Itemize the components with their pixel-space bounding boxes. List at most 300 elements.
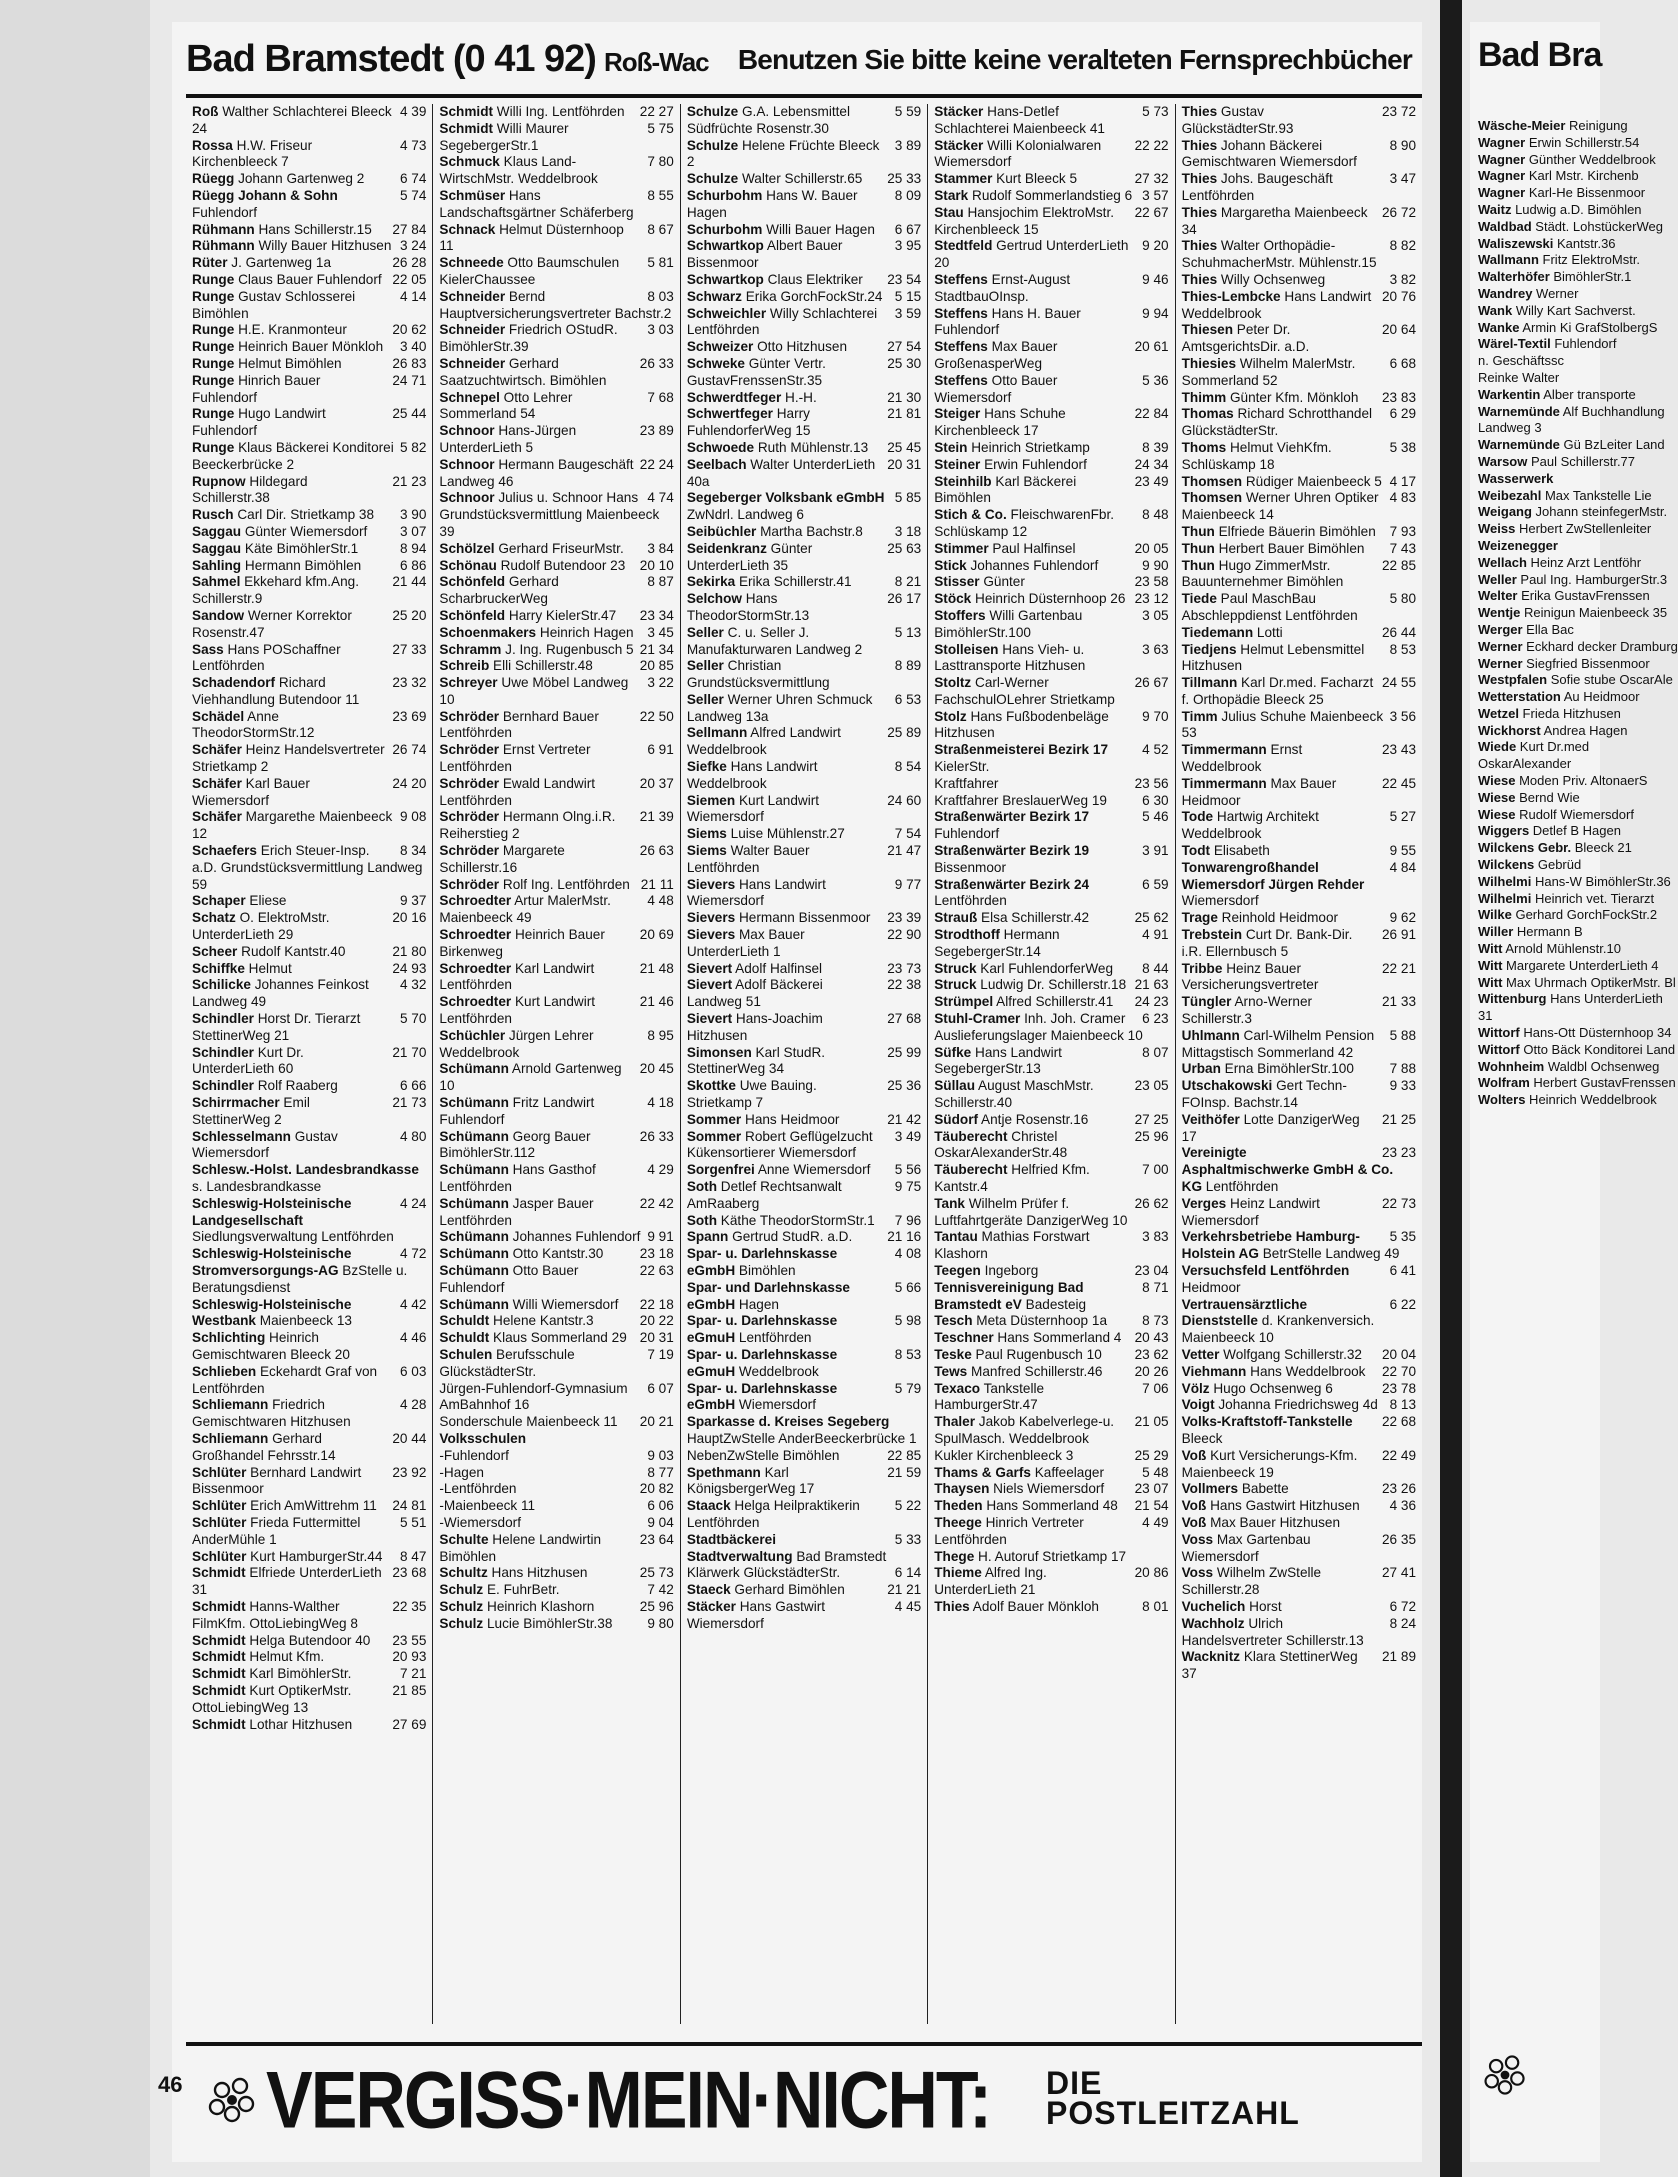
directory-entry <box>439 289 673 323</box>
phone-number: 6 72 <box>1389 1598 1417 1614</box>
directory-entry <box>1182 406 1416 440</box>
entry-detail: Hugo Landwirt Fuhlendorf <box>192 406 326 439</box>
entry-detail: Frieda Futtermittel AnderMühle 1 <box>192 1514 361 1547</box>
entry-name: Schurbohm <box>686 221 763 237</box>
entry-detail: Lentföhrden <box>1202 1179 1279 1194</box>
phone-number: 9 08 <box>399 809 427 825</box>
entry-name: Spar- und Darlehnskasse eGmbH <box>686 1279 850 1312</box>
entry-detail: Wilhelm Prüfer f. Luftfahrtgeräte DanzigerWeg 10 <box>934 1195 1128 1228</box>
entry-detail: Hagen <box>735 1296 779 1312</box>
directory-entry <box>934 339 1168 373</box>
entry-detail: Otto Lehrer Sommerland 54 <box>439 389 573 422</box>
phone-number: 21 85 <box>392 1682 427 1698</box>
directory-entry <box>687 171 921 188</box>
banner-line2: POSTLEITZAHL <box>1046 2095 1300 2131</box>
directory-entry <box>192 1045 426 1079</box>
entry-detail: Herbert ZwStellenleiter <box>1515 521 1652 537</box>
phone-number: 26 33 <box>639 1128 674 1144</box>
entry-detail: Heidmoor <box>1181 1279 1241 1295</box>
phone-number: 22 45 <box>1382 775 1417 791</box>
phone-number: 21 16 <box>887 1229 922 1245</box>
directory-entry <box>192 709 426 743</box>
directory-entry <box>439 121 673 155</box>
entry-name: Vetter <box>1181 1346 1220 1362</box>
entry-name: Schnoor <box>439 456 495 472</box>
entry-detail: Gustav Schlosserei Bimöhlen <box>192 288 356 321</box>
directory-entry <box>1478 252 1678 269</box>
entry-detail: Karl BimöhlerStr. <box>245 1666 352 1682</box>
entry-detail: Helga Heilpraktikerin Lentföhrden <box>686 1498 860 1530</box>
entry-detail: Hans-Detlef Schlachterei Maienbeeck 41 <box>934 104 1105 136</box>
directory-entry <box>687 574 921 591</box>
entry-detail: Uwe Bauing. Strietkamp 7 <box>686 1078 817 1111</box>
directory-entry <box>192 104 426 138</box>
phone-number: 5 59 <box>894 104 922 119</box>
entry-detail: Willy Ochsenweg <box>1217 271 1326 287</box>
directory-entry <box>1182 238 1416 272</box>
entry-name: Wetterstation <box>1478 689 1561 705</box>
entry-detail: Arno-Werner Schillerstr.3 <box>1181 994 1313 1027</box>
phone-number: 8 71 <box>1142 1279 1169 1295</box>
entry-name: Wiggers <box>1478 823 1530 839</box>
directory-entry <box>192 1666 426 1683</box>
directory-entry <box>192 642 426 676</box>
entry-name: Wagner <box>1478 151 1526 167</box>
entry-name: Wäsche-Meier <box>1478 118 1566 133</box>
entry-detail: Willi Maurer SegebergerStr.1 <box>439 120 569 153</box>
entry-detail: Hans Schuhe Kirchenbleeck 17 <box>934 406 1066 439</box>
entry-name: Thege <box>934 1548 975 1564</box>
entry-name: Stisser <box>934 574 980 590</box>
phone-number: 7 88 <box>1389 1061 1417 1077</box>
entry-name: Rupnow <box>192 473 246 489</box>
entry-name: Thomsen <box>1181 473 1243 489</box>
entry-detail: Karl Mstr. Kirchenb <box>1525 168 1639 184</box>
entry-detail: Reinigung <box>1565 118 1628 133</box>
entry-detail: Heinz Arzt Lentföhr <box>1526 554 1642 570</box>
entry-detail: Richard Viehhandlung Butendoor 11 <box>192 675 360 707</box>
phone-number: 4 18 <box>647 1095 674 1111</box>
entry-name: Stick <box>934 557 967 573</box>
entry-name: Werger <box>1478 621 1523 637</box>
phone-number: 23 68 <box>392 1565 427 1581</box>
entry-detail: Heinrich Düsternhoop 26 <box>971 591 1126 607</box>
phone-number: 9 90 <box>1142 557 1169 573</box>
directory-entry <box>934 1599 1168 1616</box>
directory-entry <box>1182 1229 1416 1263</box>
entry-detail: ZwNdrl. Landweg 6 <box>686 507 804 523</box>
directory-entry <box>1182 591 1416 625</box>
directory-entry <box>1478 656 1678 673</box>
phone-number: 23 64 <box>639 1531 674 1547</box>
entry-name: Straßenwärter Bezirk 17 <box>934 809 1090 825</box>
entry-detail: Erika GorchFockStr.24 <box>741 288 883 304</box>
entry-detail: Fritz ElektroMstr. <box>1538 252 1641 268</box>
phone-number: 4 42 <box>399 1296 427 1312</box>
directory-entry <box>1478 874 1678 891</box>
phone-number: 6 66 <box>399 1078 427 1094</box>
entry-detail: Horst <box>1245 1598 1282 1614</box>
directory-entry <box>1478 706 1678 723</box>
directory-entry <box>1182 1297 1416 1347</box>
entry-name: Siemen <box>686 792 736 808</box>
entry-name: Schultz <box>439 1565 488 1581</box>
advertisement-banner <box>186 2042 1422 2146</box>
directory-entry <box>1182 1112 1416 1146</box>
directory-entry <box>439 776 673 810</box>
directory-entry <box>1478 1075 1678 1092</box>
phone-number: 3 63 <box>1142 641 1169 657</box>
entry-detail: Willi Wiemersdorf <box>508 1296 619 1312</box>
entry-name: Steffens <box>934 271 988 287</box>
phone-number: 23 18 <box>639 1246 674 1262</box>
entry-detail: Hanns-Walther FilmKfm. OttoLiebingWeg 8 <box>192 1598 358 1631</box>
entry-detail: Kaffeelager <box>1030 1464 1104 1480</box>
directory-entry <box>1182 1364 1416 1381</box>
directory-entry <box>1182 742 1416 776</box>
entry-name: Sievers <box>686 910 736 926</box>
entry-detail: Hermann Bimöhlen <box>241 557 362 573</box>
entry-detail: Hans-Joachim Hitzhusen <box>686 1011 823 1043</box>
directory-entry <box>934 1045 1168 1079</box>
entry-name: Waitz <box>1478 201 1512 217</box>
directory-entry <box>1478 991 1678 1025</box>
phone-number: 23 56 <box>1134 775 1169 791</box>
entry-name: Timmermann <box>1181 775 1267 791</box>
directory-entry <box>192 440 426 474</box>
entry-name: Spar- u. Darlehnskasse eGmuH <box>686 1313 838 1346</box>
phone-number: 21 63 <box>1134 977 1169 993</box>
entry-name: Runge <box>192 439 235 455</box>
phone-number: 21 80 <box>392 943 427 959</box>
phone-number: 5 75 <box>647 120 674 136</box>
entry-detail: Otto Baumschulen KielerChaussee <box>439 255 620 287</box>
entry-detail: Hans Landwirt Weddelbrook <box>686 759 818 791</box>
directory-entry <box>1478 269 1678 286</box>
entry-detail: Ludwig Dr. Schillerstr.18 <box>976 977 1127 993</box>
directory-entry <box>1182 1078 1416 1112</box>
phone-number: 21 39 <box>639 809 674 825</box>
entry-detail: Günter Wiemersdorf <box>241 523 368 539</box>
phone-number: 6 91 <box>647 742 674 758</box>
phone-number: 21 34 <box>639 641 674 657</box>
entry-detail: Adolf Bauer Mönkloh <box>969 1598 1099 1614</box>
entry-detail: Jakob Kabelverlege-u. SpulMasch. Weddelbrook <box>934 1414 1115 1446</box>
entry-detail: Paul Ing. HamburgerStr.3 <box>1516 571 1668 587</box>
phone-number: 7 68 <box>647 389 674 405</box>
entry-detail: Rudolf Sommerlandstieg 6 <box>968 187 1133 203</box>
entry-detail: Elfriede UnterderLieth 31 <box>192 1565 382 1598</box>
entry-name: Schmidt <box>192 1716 246 1732</box>
entry-detail: Fuhlendorf <box>192 204 257 220</box>
entry-name: Sievert <box>686 1011 733 1027</box>
entry-name: Schramm <box>439 641 502 657</box>
phone-number: 20 31 <box>639 1330 674 1346</box>
entry-name: Schnepel <box>439 389 500 405</box>
directory-column <box>1176 104 1422 2024</box>
entry-name: Tillmann <box>1181 675 1238 691</box>
entry-detail: Niels Wiemersdorf <box>989 1481 1105 1497</box>
directory-entry <box>934 1364 1168 1381</box>
entry-detail: Fritz Landwirt Fuhlendorf <box>439 1095 595 1127</box>
entry-detail: Helmut Bimöhlen <box>234 355 342 371</box>
phone-number: 7 06 <box>1142 1380 1169 1396</box>
directory-entry <box>1182 809 1416 843</box>
directory-entry <box>192 977 426 1011</box>
directory-entry <box>192 1095 426 1129</box>
directory-entry <box>192 322 426 339</box>
directory-entry <box>192 1633 426 1650</box>
directory-entry <box>934 171 1168 188</box>
entry-name: Tank <box>934 1195 965 1211</box>
directory-entry <box>934 793 1168 810</box>
directory-entry <box>1182 1649 1416 1683</box>
entry-detail: BimöhlerStr.1 <box>1549 269 1632 285</box>
directory-entry <box>1478 975 1678 992</box>
entry-name: Schlesw.-Holst. Landesbrandkasse <box>192 1162 419 1178</box>
phone-number: 20 76 <box>1382 288 1417 304</box>
entry-detail: Hinrich Bauer Fuhlendorf <box>192 372 321 405</box>
phone-number: 8 73 <box>1142 1313 1169 1329</box>
entry-detail: Hans Landwirt Wiemersdorf <box>686 876 826 909</box>
entry-detail: Kraftfahrer <box>934 775 999 791</box>
entry-name: Warkentin <box>1478 386 1541 402</box>
directory-entry <box>934 994 1168 1011</box>
phone-number: 22 27 <box>639 104 674 119</box>
entry-detail: Robert Geflügelzucht Kükensortierer Wiemersdorf <box>686 1128 873 1161</box>
entry-detail: Sonderschule Maienbeeck 11 <box>439 1414 618 1430</box>
entry-name: Wilke <box>1478 907 1512 923</box>
phone-number: 20 44 <box>392 1430 427 1446</box>
phone-number: 9 70 <box>1142 708 1169 724</box>
entry-detail: Günter Kfm. Mönkloh <box>1226 389 1359 405</box>
directory-entry <box>439 1515 673 1532</box>
entry-name: Trage <box>1181 910 1218 926</box>
entry-name: Schmidt <box>192 1666 246 1682</box>
directory-entry <box>934 104 1168 138</box>
phone-number: 9 04 <box>647 1514 674 1530</box>
phone-number: 7 54 <box>894 826 922 842</box>
directory-entry <box>192 1515 426 1549</box>
entry-name: Spar- u. Darlehnskasse eGmbH <box>686 1380 838 1413</box>
entry-detail: Hermann SegebergerStr.14 <box>934 927 1060 959</box>
phone-number: 25 45 <box>887 439 922 455</box>
entry-name: Verkehrsbetriebe Hamburg-Holstein AG <box>1181 1229 1360 1262</box>
entry-detail: Gerhard Großhandel Fehrsstr.14 <box>192 1430 336 1463</box>
phone-number: 5 80 <box>1389 591 1417 607</box>
phone-number: 4 24 <box>399 1195 427 1211</box>
directory-entry <box>687 104 921 138</box>
phone-number: 6 29 <box>1389 406 1417 422</box>
entry-name: Wagner <box>1478 185 1526 201</box>
entry-detail: Karl Bäckerei Bimöhlen <box>934 473 1077 506</box>
entry-name: Schreib <box>439 658 490 674</box>
entry-name: Schröder <box>439 708 500 724</box>
directory-entry <box>439 809 673 843</box>
directory-entry <box>1182 910 1416 927</box>
entry-detail: Kurt OptikerMstr. OttoLiebingWeg 13 <box>192 1682 352 1715</box>
entry-name: Warnemünde <box>1478 403 1560 419</box>
entry-detail: Lucie BimöhlerStr.38 <box>483 1615 613 1631</box>
entry-detail: Gü BzLeiter Land <box>1559 437 1665 453</box>
entry-detail: Otto Bauer Wiemersdorf <box>934 372 1058 405</box>
entry-name: Schmidt <box>192 1649 246 1665</box>
entry-detail: Hans Schillerstr.15 <box>254 221 372 237</box>
phone-number: 21 42 <box>887 1111 922 1127</box>
entry-name: Werner <box>1478 638 1523 654</box>
phone-number: 8 07 <box>1142 1044 1169 1060</box>
phone-number: 22 49 <box>1382 1447 1417 1463</box>
entry-detail: Werner Korrektor Rosenstr.47 <box>192 607 352 640</box>
phone-number: 8 53 <box>894 1346 922 1362</box>
entry-detail: Hans W. Bauer Hagen <box>686 187 858 220</box>
directory-entry <box>192 1297 426 1331</box>
entry-detail: G.A. Lebensmittel Südfrüchte Rosenstr.30 <box>686 104 851 136</box>
directory-entry <box>1478 168 1678 185</box>
phone-number: 25 63 <box>887 540 922 556</box>
phone-number: 3 83 <box>1142 1229 1169 1245</box>
directory-entry <box>439 1448 673 1465</box>
entry-name: Sahling <box>192 557 242 573</box>
entry-name: Schümann <box>439 1162 509 1178</box>
entry-detail: Emil StettinerWeg 2 <box>192 1095 310 1127</box>
directory-entry <box>1478 538 1678 555</box>
directory-entry <box>687 591 921 625</box>
phone-number: 24 34 <box>1134 456 1169 472</box>
entry-name: Schweke <box>686 355 745 371</box>
entry-name: Wohnheim <box>1478 1058 1545 1074</box>
phone-number: 26 74 <box>392 742 427 758</box>
entry-detail: Karl-He Bissenmoor <box>1525 185 1646 201</box>
directory-entry <box>1478 857 1678 874</box>
entry-detail: Karl FuhlendorferWeg <box>976 960 1114 976</box>
entry-detail: Max Bauer GroßenasperWeg <box>934 339 1058 371</box>
directory-entry <box>192 138 426 172</box>
phone-number: 4 83 <box>1389 490 1417 506</box>
phone-number: 27 69 <box>392 1716 427 1732</box>
phone-number: 23 26 <box>1382 1481 1417 1497</box>
entry-detail: H.W. Friseur Kirchenbleeck 7 <box>192 137 313 170</box>
phone-number: 6 59 <box>1142 876 1169 892</box>
phone-number: 5 81 <box>647 255 674 271</box>
phone-number: 3 59 <box>894 305 922 321</box>
directory-entry <box>439 390 673 424</box>
phone-number: 4 46 <box>399 1330 427 1346</box>
entry-detail: Margarethe Maienbeeck 12 <box>192 809 393 842</box>
directory-entry <box>192 1011 426 1045</box>
entry-detail: Ernst Weddelbrook <box>1181 742 1303 775</box>
entry-name: Todt <box>1181 843 1211 859</box>
entry-name: Thaler <box>934 1414 976 1430</box>
directory-entry <box>1478 622 1678 639</box>
directory-entry <box>687 826 921 843</box>
entry-detail: Margarete UnterderLieth 4 <box>1502 957 1659 973</box>
entry-detail: Paul MaschBau Abschleppdienst Lentföhrden <box>1181 591 1358 623</box>
directory-entry <box>439 961 673 995</box>
entry-detail: Jasper Bauer Lentföhrden <box>439 1195 594 1228</box>
entry-name: Schönau <box>439 557 497 573</box>
directory-entry <box>439 1431 673 1448</box>
directory-entry <box>439 625 673 642</box>
phone-number: 6 22 <box>1389 1296 1417 1312</box>
directory-entry <box>687 1498 921 1532</box>
phone-number: 22 84 <box>1134 406 1169 422</box>
entry-detail: E. FuhrBetr. <box>483 1582 560 1598</box>
directory-entry <box>934 306 1168 340</box>
entry-name: Schneider <box>439 288 506 304</box>
phone-number: 22 90 <box>887 927 922 943</box>
entry-name: Sellmann <box>686 725 748 741</box>
entry-detail: Jürgen Lehrer Weddelbrook <box>439 1027 594 1060</box>
next-page-title: Bad Bra <box>1478 36 1602 74</box>
directory-entry <box>439 1481 673 1498</box>
entry-name: Straßenwärter Bezirk 19 <box>934 843 1090 859</box>
entry-name: Spar- u. Darlehnskasse eGmbH <box>686 1246 838 1278</box>
entry-name: Schnoor <box>439 490 495 506</box>
entry-detail: Paul Schillerstr.77 <box>1527 453 1636 469</box>
entry-name: Siems <box>686 826 727 842</box>
entry-name: Schwartkop <box>686 271 764 287</box>
phone-number: 3 91 <box>1142 843 1169 859</box>
directory-column <box>186 104 433 2024</box>
page-number: 46 <box>158 2072 183 2097</box>
phone-number: 8 95 <box>647 1027 674 1043</box>
phone-number: 20 21 <box>639 1414 674 1430</box>
entry-detail: Hans Landschaftsgärtner Schäferberg <box>439 187 634 220</box>
phone-number: 8 24 <box>1389 1615 1417 1631</box>
directory-entry <box>192 272 426 289</box>
entry-name: Seibüchler <box>686 523 757 539</box>
entry-detail: Heinrich Strietkamp <box>967 439 1090 455</box>
entry-detail: Erich AmWittrehm 11 <box>246 1498 377 1514</box>
entry-name: Schmidt <box>439 104 494 119</box>
phone-number: 27 25 <box>1134 1111 1169 1127</box>
entry-detail: Bleeck <box>1181 1430 1223 1446</box>
phone-number: 21 46 <box>639 994 674 1010</box>
entry-name: Schäfer <box>192 742 242 758</box>
entry-name: Voß <box>1181 1498 1207 1514</box>
phone-number: 5 82 <box>399 439 427 455</box>
phone-number: 4 72 <box>399 1246 427 1262</box>
entry-detail: Johanna Friedrichsweg 4d <box>1214 1397 1378 1413</box>
directory-entry <box>192 289 426 323</box>
phone-number: 8 03 <box>647 288 674 304</box>
directory-entry <box>1478 303 1678 320</box>
directory-entry <box>1478 891 1678 908</box>
directory-entry <box>934 809 1168 843</box>
directory-entry <box>1478 353 1678 370</box>
entry-name: Stolz <box>934 708 967 724</box>
phone-number: 22 73 <box>1382 1195 1417 1211</box>
entry-name: Versuchsfeld Lentföhrden <box>1181 1262 1350 1278</box>
entry-detail: Helfried Kfm. Kantstr.4 <box>934 1162 1090 1194</box>
directory-entry <box>687 658 921 692</box>
banner-headline: VERGISS·MEIN·NICHT: <box>266 2055 991 2145</box>
phone-number: 21 59 <box>887 1464 922 1480</box>
entry-name: Rühmann <box>192 221 255 237</box>
directory-entry <box>1182 289 1416 323</box>
entry-detail: Gerhard ScharbruckerWeg <box>439 574 559 607</box>
entry-name: Stoffers <box>934 607 986 623</box>
phone-number: 25 30 <box>887 355 922 371</box>
entry-detail: Otto Bäck Konditorei Land <box>1519 1041 1676 1057</box>
entry-name: Schweizer <box>686 339 754 355</box>
entry-name: Roß <box>192 104 219 119</box>
directory-entry <box>192 1649 426 1666</box>
entry-name: Schulz <box>439 1598 484 1614</box>
directory-entry <box>1478 672 1678 689</box>
directory-entry <box>192 742 426 776</box>
